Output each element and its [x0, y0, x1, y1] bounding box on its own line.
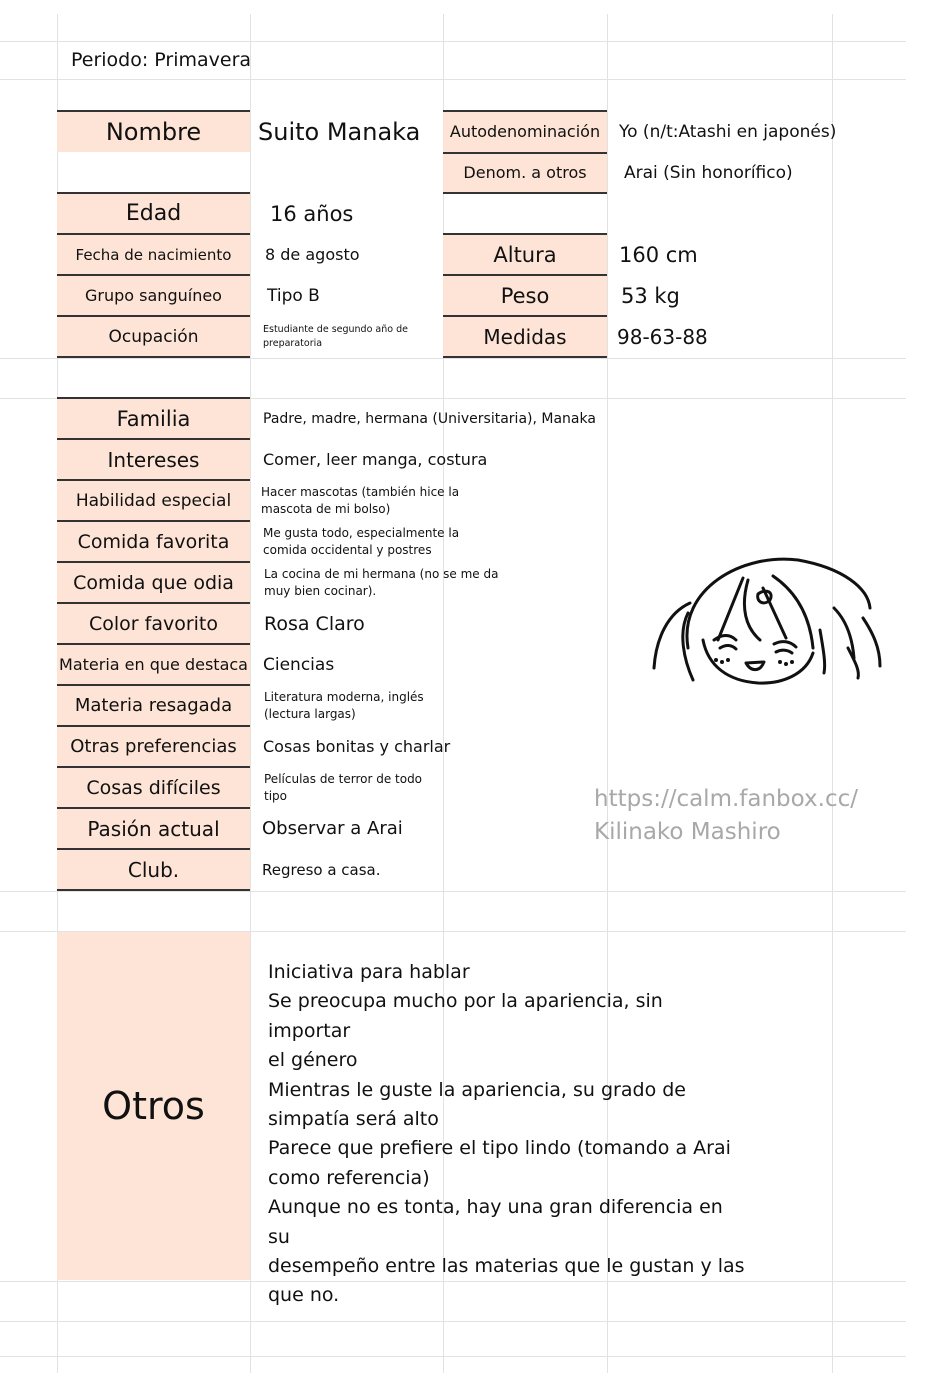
- detail-label: Comida que odia: [57, 563, 250, 602]
- rule: [57, 315, 250, 317]
- chibi-face-icon: [648, 548, 888, 698]
- note-line: que no.: [268, 1284, 340, 1307]
- note-line: como referencia): [268, 1166, 430, 1189]
- note-line: simpatía será alto: [268, 1108, 439, 1131]
- rule: [57, 889, 250, 891]
- note-line: Iniciativa para hablar: [268, 961, 470, 983]
- rule: [443, 274, 607, 276]
- occupation-value: Estudiante de segundo año de preparatoria: [263, 323, 408, 349]
- detail-label: Club.: [57, 850, 250, 889]
- occupation-label: Ocupación: [57, 317, 250, 356]
- detail-value: Me gusta todo, especialmente la comida occidental y postres: [263, 525, 460, 557]
- rule: [57, 192, 250, 194]
- grid-line: [0, 1356, 906, 1357]
- age-value: 16 años: [270, 201, 354, 226]
- detail-label: Comida favorita: [57, 522, 250, 561]
- others-notes: [268, 958, 748, 1311]
- grid-line: [250, 14, 251, 1373]
- rule: [57, 356, 250, 358]
- self-reference-value: Yo (n/t:Atashi en japonés): [619, 121, 837, 142]
- age-label: Edad: [57, 194, 250, 233]
- grid-line: [0, 79, 906, 80]
- others-reference-value: Arai (Sin honorífico): [624, 162, 793, 183]
- blood-type-label: Grupo sanguíneo: [57, 276, 250, 315]
- detail-value: Cosas bonitas y charlar: [263, 737, 451, 756]
- detail-label: Cosas difíciles: [57, 768, 250, 807]
- measurements-value: 98-63-88: [617, 324, 708, 349]
- measurements-label: Medidas: [443, 317, 607, 356]
- rule: [57, 110, 250, 112]
- rule: [443, 192, 607, 194]
- detail-value: Rosa Claro: [264, 612, 365, 635]
- detail-label: Intereses: [57, 440, 250, 479]
- rule: [57, 274, 250, 276]
- period-text: Periodo: Primavera: [71, 49, 252, 71]
- grid-line: [0, 358, 906, 359]
- detail-label: Color favorito: [57, 604, 250, 643]
- others-label: Otros: [57, 932, 250, 1280]
- birthday-label: Fecha de nacimiento: [57, 235, 250, 274]
- weight-label: Peso: [443, 276, 607, 315]
- note-line: Parece que prefiere el tipo lindo (tomando a Arai: [268, 1137, 731, 1160]
- blood-type-value: Tipo B: [267, 285, 320, 306]
- note-line: el género: [268, 1049, 358, 1072]
- detail-value: Ciencias: [263, 654, 335, 675]
- detail-value: Padre, madre, hermana (Universitaria), Manaka: [263, 410, 596, 427]
- grid-line: [0, 41, 906, 42]
- watermark-url: https://calm.fanbox.cc/: [594, 786, 858, 812]
- note-line: Se preocupa mucho por la apariencia, sin importar: [268, 990, 663, 1042]
- height-label: Altura: [443, 235, 607, 274]
- detail-value: Hacer mascotas (también hice la mascota de mi bolso): [261, 484, 460, 516]
- detail-value: La cocina de mi hermana (no se me da muy bien cocinar).: [264, 566, 499, 598]
- name-value: Suito Manaka: [258, 117, 421, 146]
- detail-value: Literatura moderna, inglés (lectura largas): [264, 689, 424, 721]
- note-line: Aunque no es tonta, hay una gran diferencia en su: [268, 1196, 723, 1248]
- name-label: Nombre: [57, 111, 250, 152]
- detail-value: Comer, leer manga, costura: [263, 450, 488, 469]
- detail-label: Otras preferencias: [57, 727, 250, 766]
- watermark-author: Kilinako Mashiro: [594, 819, 781, 845]
- detail-value: Regreso a casa.: [262, 860, 381, 879]
- detail-label: Familia: [57, 399, 250, 438]
- detail-label: Habilidad especial: [57, 481, 250, 520]
- birthday-value: 8 de agosto: [265, 245, 360, 264]
- detail-value: Observar a Arai: [262, 818, 403, 839]
- detail-value: Películas de terror de todo tipo: [264, 771, 423, 803]
- rule: [443, 110, 607, 112]
- grid-line: [0, 1321, 906, 1322]
- grid-line: [0, 891, 906, 892]
- rule: [443, 152, 607, 154]
- self-reference-label: Autodenominación: [443, 111, 607, 152]
- rule: [443, 356, 607, 358]
- rule: [443, 233, 607, 235]
- detail-label: Materia en que destaca: [57, 645, 250, 684]
- note-line: desempeño entre las materias que le gustan y las: [268, 1255, 745, 1278]
- detail-label: Materia resagada: [57, 686, 250, 725]
- weight-value: 53 kg: [621, 283, 680, 308]
- others-reference-label: Denom. a otros: [443, 153, 607, 192]
- height-value: 160 cm: [619, 242, 698, 267]
- detail-label: Pasión actual: [57, 809, 250, 848]
- note-line: Mientras le guste la apariencia, su grado de: [268, 1078, 686, 1101]
- rule: [57, 233, 250, 235]
- rule: [443, 315, 607, 317]
